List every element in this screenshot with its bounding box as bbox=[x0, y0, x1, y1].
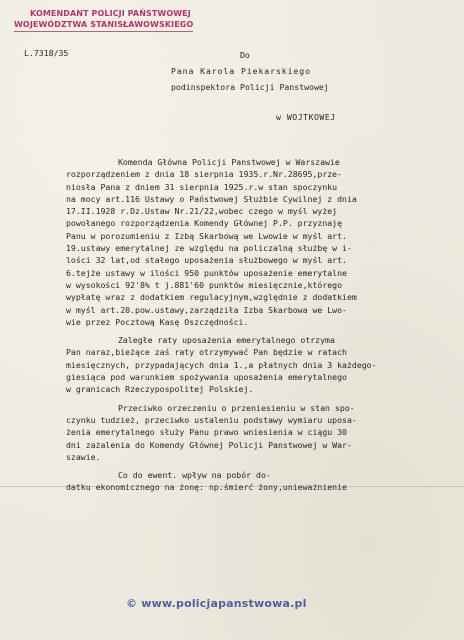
body-line: wypłatę wraz z dodatkiem regulacyjnym,względnie z dodatkiem bbox=[66, 292, 357, 303]
stamp-line-2: WOJEWÓDZTWA STANISŁAWOWSKIEGO bbox=[14, 19, 193, 32]
body-line: Komenda Główna Policji Panstwowej w Warszawie bbox=[118, 157, 340, 167]
body-paragraph bbox=[66, 334, 456, 395]
body-line: Panu w porozumieniu z Izbą Skarbową we Lwowie w myśl art. bbox=[66, 230, 347, 241]
body-line: lości 32 lat,od stałego uposażenia służbowego w myśl art. bbox=[66, 255, 347, 266]
official-stamp bbox=[14, 8, 193, 32]
body-line: niosła Pana z dniem 31 sierpnia 1925.r.w stan spoczynku bbox=[66, 181, 338, 192]
body-paragraph bbox=[66, 156, 456, 328]
body-line: w wysokości 92'8% t j.881'60 punktów miesięcznie,którego bbox=[66, 279, 343, 290]
body-line: szawie. bbox=[66, 451, 101, 462]
body-line: na mocy art.116 Ustawy o Państwowej Służbie Cywilnej z dnia bbox=[66, 193, 357, 204]
recipient-name: Pana Karola Piekarskiego bbox=[171, 66, 311, 76]
body-line: żenia emerytalnego służy Panu prawo wniesienia w ciągu 30 bbox=[66, 427, 347, 438]
body-line: miesięcznych, przypadających dnia 1.,a płatnych dnia 3 każdego- bbox=[66, 359, 377, 370]
body-line: czynku tudzież, przeciwko ustaleniu podstawy wymiaru uposa- bbox=[66, 414, 357, 425]
body-line: 19.ustawy emerytalnej ze względu na policzalną służbę w i- bbox=[66, 243, 352, 254]
body-line: rozporządzeniem z dnia 18 sierpnia 1935.r.Nr.28695,prze- bbox=[66, 169, 343, 180]
body-paragraph bbox=[66, 402, 456, 463]
body-line: powołanego rozporządzenia Komendy Głównej P.P. przyznaję bbox=[66, 218, 343, 229]
body-paragraph bbox=[66, 469, 456, 494]
site-watermark: © www.policjapanstwowa.pl bbox=[126, 597, 307, 610]
body-line: w granicach Rzeczypospolitej Polskiej. bbox=[66, 384, 254, 395]
body-line: Przeciwko orzeczeniu o przeniesieniu w stan spo- bbox=[118, 402, 355, 413]
body-line: 17.II.1928 r.Dz.Ustaw Nr.21/22,wobec czego w myśl wyżej bbox=[66, 206, 338, 217]
reference-number: L.7318/35 bbox=[24, 48, 69, 58]
body-line: w myśl art.20.pow.ustawy,zarządziła Izba Skarbowa we Lwo- bbox=[66, 304, 347, 315]
body-line: giesiąca pod warunkiem spożywania uposażenia emerytalnego bbox=[66, 372, 347, 383]
body-line: 6.tejże ustawy w ilości 950 punktów uposażenie emerytalne bbox=[66, 267, 347, 278]
stamp-line-1: KOMENDANT POLICJI PAŃSTWOWEJ bbox=[30, 9, 191, 18]
body-line: Co do ewent. wpływ na pobór do- bbox=[118, 470, 271, 481]
body-line: dni zażalenia do Komendy Głównej Policji Panstwowej w War- bbox=[66, 439, 352, 450]
letter-body bbox=[66, 156, 456, 494]
body-line: wie przez Pocztową Kasę Oszczędności. bbox=[66, 316, 249, 327]
body-line: Zaległe raty uposażenia emerytalnego otrzyma bbox=[118, 335, 335, 346]
recipient-place: w WOJTKOWEJ bbox=[276, 112, 336, 122]
recipient-to: Do bbox=[240, 50, 250, 60]
body-line: datku ekonomicznego na żonę: np.śmierć żony,unieważnienie bbox=[66, 482, 347, 493]
recipient-title: podinspektora Policji Panstwowej bbox=[171, 82, 329, 92]
body-line: Pan naraz,bieżące zaś raty otrzymywać Pan będzie w ratach bbox=[66, 347, 347, 358]
